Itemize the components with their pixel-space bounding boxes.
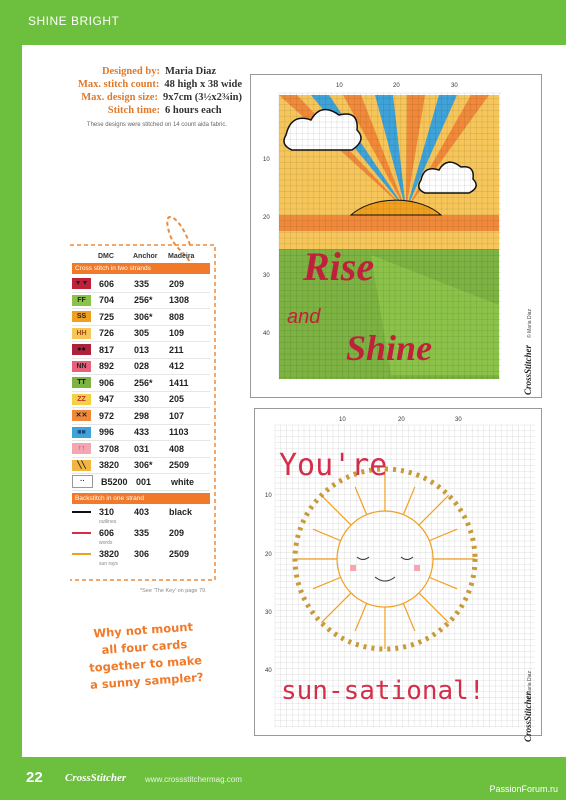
dmc-code: 3820 <box>99 549 120 559</box>
callout-line: a sunny sampler? <box>89 669 204 692</box>
row-label: 40 <box>263 331 270 337</box>
row-label: 40 <box>265 668 272 674</box>
thread-swatch: ●● <box>72 344 91 355</box>
key-columns <box>72 253 210 260</box>
chart1-brand: CrossStitcher <box>523 344 533 395</box>
madeira-code: 109 <box>169 328 185 339</box>
thread-swatch: ·· <box>72 475 93 488</box>
sun-ray <box>355 603 366 631</box>
madeira-code: 209 <box>169 528 185 538</box>
sun-ray <box>321 495 351 525</box>
callout-line: Why not mount <box>92 619 194 641</box>
madeira-code: white <box>171 476 195 487</box>
info-label: Max. design size: <box>81 92 158 103</box>
anchor-code: 306* <box>134 311 153 322</box>
madeira-code: 1103 <box>169 427 189 438</box>
madeira-code: 107 <box>169 410 185 421</box>
col-dmc: DMC <box>98 253 114 260</box>
thread-swatch: ▼▼ <box>72 278 91 289</box>
dmc-code: 906 <box>99 377 115 388</box>
dmc-code: 3820 <box>99 460 120 471</box>
anchor-code: 335 <box>134 278 150 289</box>
info-value: 48 high x 38 wide <box>164 79 242 90</box>
col-label: 20 <box>398 417 405 423</box>
dmc-code: 972 <box>99 410 115 421</box>
cross-stitch-heading: Cross stitch in two strands <box>72 263 210 274</box>
backstitch-line <box>72 532 91 534</box>
backstitch-line <box>72 553 91 555</box>
thread-row <box>72 458 210 475</box>
backstitch-list <box>72 506 210 569</box>
row-label: 10 <box>265 493 272 499</box>
backstitch-row <box>72 527 210 540</box>
backstitch-use: sun rays <box>99 560 118 567</box>
sun-ray <box>313 529 341 540</box>
backstitch-line <box>72 511 91 513</box>
anchor-code: 001 <box>136 476 152 487</box>
footer-brand: CrossStitcher <box>65 772 127 784</box>
sampler-callout <box>68 617 222 695</box>
dmc-code: 725 <box>99 311 115 322</box>
key-footnote: *See 'The Key' on page 79. <box>140 588 207 594</box>
thread-row <box>72 392 210 409</box>
dmc-code: 996 <box>99 427 115 438</box>
col-label: 10 <box>336 83 343 89</box>
thread-key <box>72 253 210 569</box>
row-label: 10 <box>263 157 270 163</box>
anchor-code: 028 <box>134 361 150 372</box>
anchor-code: 298 <box>134 410 150 421</box>
madeira-code: 1411 <box>169 377 189 388</box>
anchor-code: 306* <box>134 460 153 471</box>
thread-swatch: FF <box>72 295 91 306</box>
backstitch-use: outlines <box>99 518 117 525</box>
sun-ray <box>419 495 449 525</box>
thread-row <box>72 441 210 458</box>
left-cheek <box>350 565 356 571</box>
dmc-code: 3708 <box>99 443 120 454</box>
word-youre: You're <box>279 448 388 483</box>
dmc-code: B5200 <box>101 476 128 487</box>
thread-swatch: ✕✕ <box>72 410 91 421</box>
info-row <box>52 92 242 103</box>
thread-swatch: TT <box>72 377 91 388</box>
row-label: 30 <box>263 273 270 279</box>
thread-row <box>72 293 210 310</box>
thread-row <box>72 474 210 491</box>
info-label: Designed by: <box>101 66 160 77</box>
word-rise: Rise <box>303 244 375 289</box>
madeira-code: 808 <box>169 311 185 322</box>
info-row <box>52 79 242 90</box>
anchor-code: 433 <box>134 427 150 438</box>
page-number: 22 <box>26 769 43 786</box>
thread-row <box>72 342 210 359</box>
info-value: 6 hours each <box>165 105 222 116</box>
anchor-code: 306 <box>134 549 150 559</box>
anchor-code: 013 <box>134 344 150 355</box>
word-and: and <box>287 306 321 328</box>
sun-ray <box>403 487 414 515</box>
fabric-note: These designs were stitched on 14 count aida fabric. <box>86 122 227 128</box>
anchor-code: 305 <box>134 328 150 339</box>
thread-swatch: SS <box>72 311 91 322</box>
thread-swatch: ↑↑ <box>72 443 91 454</box>
chart2-brand: CrossStitcher <box>523 691 533 742</box>
thread-row <box>72 276 210 293</box>
thread-row <box>72 425 210 442</box>
thread-swatch: ZZ <box>72 394 91 405</box>
backstitch-row <box>72 548 210 561</box>
right-cheek <box>414 565 420 571</box>
dmc-code: 947 <box>99 394 115 405</box>
dmc-code: 310 <box>99 507 115 517</box>
sun-sational-chart <box>254 408 542 736</box>
backstitch-use: words <box>99 539 113 546</box>
anchor-code: 031 <box>134 443 150 454</box>
dmc-code: 606 <box>99 278 115 289</box>
info-label: Stitch time: <box>107 105 160 116</box>
col-label: 20 <box>393 83 400 89</box>
thread-swatch: HH <box>72 328 91 339</box>
thread-swatch: ■■ <box>72 427 91 438</box>
thread-row <box>72 375 210 392</box>
anchor-code: 403 <box>134 507 150 517</box>
sun-ray <box>419 593 449 623</box>
col-label: 30 <box>455 417 462 423</box>
madeira-code: 412 <box>169 361 185 372</box>
callout-line: together to make <box>88 653 203 675</box>
cross-stitch-list <box>72 276 210 491</box>
sun-ray <box>403 603 414 631</box>
thread-swatch: ╲╲ <box>72 460 91 471</box>
thread-row <box>72 408 210 425</box>
thread-row <box>72 359 210 376</box>
design-info <box>52 66 242 128</box>
dmc-code: 892 <box>99 361 115 372</box>
info-value: 9x7cm (3½x2¾in) <box>162 92 242 103</box>
madeira-code: 2509 <box>169 549 190 559</box>
row-label: 30 <box>265 610 272 616</box>
madeira-code: 1308 <box>169 295 190 306</box>
thread-swatch: NN <box>72 361 91 372</box>
dmc-code: 606 <box>99 528 115 538</box>
chart1-credit: © Maria Diaz <box>527 309 533 338</box>
anchor-code: 330 <box>134 394 150 405</box>
backstitch-row <box>72 506 210 519</box>
callout-line: all four cards <box>101 637 188 657</box>
anchor-code: 256* <box>134 295 153 306</box>
info-label: Max. stitch count: <box>78 79 160 90</box>
madeira-code: 2509 <box>169 460 190 471</box>
info-row <box>52 105 242 116</box>
page-header <box>0 0 566 45</box>
anchor-code: 335 <box>134 528 150 538</box>
col-label: 30 <box>451 83 458 89</box>
madeira-code: 211 <box>169 344 184 355</box>
info-value: Maria Diaz <box>165 66 217 77</box>
thread-row <box>72 309 210 326</box>
rise-and-shine-chart <box>250 74 542 398</box>
backstitch-heading: Backstitch in one strand <box>72 493 210 504</box>
col-label: 10 <box>339 417 346 423</box>
footer-url[interactable]: www.crossstitchermag.com <box>145 775 242 784</box>
dmc-code: 817 <box>99 344 115 355</box>
chart2-credit: © Maria Diaz <box>527 671 533 700</box>
row-label: 20 <box>263 215 270 221</box>
sun-ray <box>313 577 341 588</box>
col-madeira: Madeira <box>168 253 195 260</box>
sun-ray <box>321 593 351 623</box>
anchor-code: 256* <box>134 377 153 388</box>
thread-row <box>72 326 210 343</box>
word-shine: Shine <box>346 328 433 368</box>
madeira-code: 205 <box>169 394 185 405</box>
madeira-code: 209 <box>169 278 185 289</box>
section-title: SHINE BRIGHT <box>28 14 120 28</box>
word-sun-sational: sun-sational! <box>281 676 485 706</box>
row-label: 20 <box>265 552 272 558</box>
dmc-code: 704 <box>99 295 115 306</box>
col-anchor: Anchor <box>133 253 158 260</box>
madeira-code: black <box>169 507 193 517</box>
madeira-code: 408 <box>169 443 185 454</box>
dmc-code: 726 <box>99 328 115 339</box>
info-row <box>52 66 242 77</box>
sun-ray <box>355 487 366 515</box>
watermark: PassionForum.ru <box>489 784 558 794</box>
